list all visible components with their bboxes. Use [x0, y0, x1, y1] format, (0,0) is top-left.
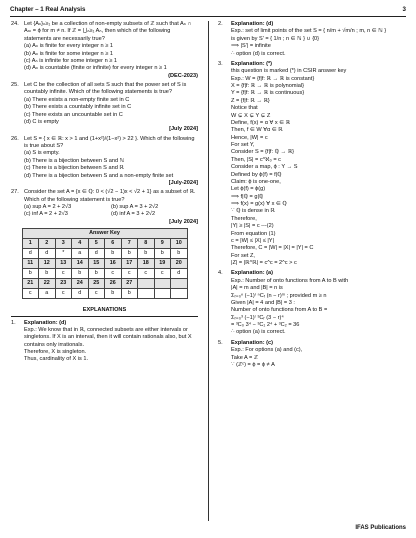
answer-key-question-row: [22, 259, 187, 269]
option-c: (c) There exists an uncountable set in C: [24, 111, 123, 118]
question-26: [11, 136, 198, 188]
answer-key-answer-row: [22, 289, 187, 299]
answer-key-cell: d: [22, 249, 39, 259]
answer-key-cell: 12: [39, 259, 56, 269]
answer-key-cell: 21: [22, 279, 39, 289]
explanation-number: 2.: [218, 21, 223, 27]
explanation-line: Defined by ϕ(f) = f|ℚ: [231, 171, 282, 178]
explanation-line: = ³C₀ 3⁴ − ³C₁ 2⁴ + ³C₂ = 36: [231, 322, 300, 328]
question-number: 24.: [11, 21, 19, 27]
page-number: 3: [402, 6, 406, 13]
question-stem: Let {Aₙ}ₙ≥₁ be a collection of non-empty subsets of ℤ such that Aₙ ∩ Aₘ = ϕ for m ≠ n. If ℤ = ⋃ₙ≥₁ Aₙ, then which of the following statements are necessarily true?: [24, 21, 192, 42]
question-stem: Let S = { x ∈ ℝ: x > 1 and (1+x²)/(1−x²) > 22 }. Which of the following is true about S?: [24, 135, 195, 149]
answer-key-cell: c: [138, 269, 155, 279]
explanation-line: For set Z,: [231, 252, 255, 259]
explanation-number: 4.: [218, 270, 223, 277]
answer-key-cell: 2: [39, 239, 56, 249]
explanation-line: Exp.: We know that in ℝ, connected subsets are either intervals or singletons. If X is an interval, then it will contain rationals also, but X contains only irrationals.: [24, 326, 192, 348]
explanation-3: [218, 61, 408, 268]
question-number: 27.: [11, 189, 19, 196]
answer-key-cell: 15: [88, 259, 105, 269]
explanation-line: Claim: ϕ is one-one,: [231, 178, 281, 185]
answer-key-cell: c: [105, 269, 122, 279]
explanation-line: Σᵣ₌₀ⁿ (−1)ʳ ⁿCᵣ (n − r)ᵐ ; provided m ≥ n: [231, 292, 327, 299]
answer-key-cell: c: [55, 269, 72, 279]
explanation-number: 5.: [218, 339, 223, 346]
explanation-line: this question is marked (*) in CSIR answer key: [231, 68, 347, 75]
explanation-line: From equation (1): [231, 230, 276, 237]
explanation-4: [218, 270, 408, 336]
explanation-answer: Explanation: (d): [231, 21, 274, 27]
explanation-line: |Y| ≥ |S| = c ---(2): [231, 223, 274, 230]
answer-key-cell: 14: [72, 259, 89, 269]
column-divider: [208, 21, 209, 521]
answer-key-cell: 9: [154, 239, 171, 249]
answer-key-cell: b: [22, 269, 39, 279]
answer-key-answer-row: [22, 249, 187, 259]
explanation-line: is given by S′ = { 1/n ; n ∈ ℕ } ∪ {0}: [231, 35, 320, 42]
explanation-line: Notice that: [231, 105, 258, 112]
option-a: (a) sup A = 2 + 2√3: [24, 204, 72, 210]
explanation-number: 3.: [218, 60, 223, 67]
answer-key-answer-row: [22, 269, 187, 279]
answer-key-cell: [154, 279, 171, 289]
explanation-line: ⟹ |S′| = infinite: [231, 43, 271, 50]
question-number: 25.: [11, 82, 19, 88]
left-column: [11, 21, 198, 364]
answer-key-cell: [138, 279, 155, 289]
explanation-line: Then, f ∈ W ∀α ∈ ℝ: [231, 127, 283, 134]
answer-key-cell: d: [39, 249, 56, 259]
answer-key-cell: [138, 289, 155, 299]
exam-tag: [July 2024]: [169, 126, 198, 133]
question-27: [11, 189, 198, 226]
publisher-footer: IFAS Publications: [355, 525, 406, 532]
explanation-line: ⟹ f(x) = g(x) ∀ x ∈ ℚ: [231, 201, 287, 207]
explanation-line: Consider a map, ϕ : Y → S: [231, 164, 298, 171]
question-25: [11, 82, 198, 134]
explanation-line: Therefore, C = |W| = |X| = |Y| = C: [231, 245, 314, 252]
exam-tag: [July 2024]: [169, 218, 198, 225]
answer-key-cell: b: [121, 249, 138, 259]
answer-key-cell: 10: [171, 239, 188, 249]
answer-key-cell: 11: [22, 259, 39, 269]
question-24: [11, 21, 198, 80]
option-c: (c) There is a bijection between S and ℝ: [24, 165, 124, 172]
explanation-line: c = |W| ≤ |X| ≤ |Y|: [231, 237, 274, 244]
answer-key-cell: 18: [138, 259, 155, 269]
answer-key-cell: 17: [121, 259, 138, 269]
answer-key-cell: 25: [88, 279, 105, 289]
answer-key-cell: b: [154, 249, 171, 259]
explanation-line: Therefore,: [231, 215, 257, 222]
explanation-line: Take A = ℤ: [231, 354, 259, 361]
explanation-line: For set Y,: [231, 142, 255, 148]
answer-key-cell: 4: [72, 239, 89, 249]
explanation-line: Exp.: set of limit points of the set S = { n/m + √m/n ; m, n ∈ ℕ }: [231, 28, 387, 35]
answer-key-body: [22, 239, 187, 299]
option-c: (c) Aₙ is infinite for some integer n ≥ 1: [24, 57, 117, 64]
exam-tag: (DEC-2023): [168, 72, 198, 79]
option-d: (d) C is empty: [24, 118, 59, 125]
right-column: [218, 21, 408, 369]
explanation-1: [11, 320, 198, 364]
option-d: (d) inf A = 3 + 2√2: [111, 211, 156, 218]
explanation-line: Thus, cardinality of X is 1.: [24, 356, 89, 363]
explanation-answer: Explanation: (*): [231, 60, 273, 67]
answer-key-cell: 5: [88, 239, 105, 249]
option-b: (b) There exists a countably infinite set in C: [24, 104, 132, 111]
explanation-line: ∵ ℚ is dense in ℝ: [231, 208, 275, 215]
answer-key-cell: c: [22, 289, 39, 299]
answer-key-question-row: [22, 239, 187, 249]
answer-key-cell: a: [39, 289, 56, 299]
explanation-line: Consider S = {f|f: ℚ → ℝ}: [231, 149, 294, 156]
answer-key-cell: a: [72, 249, 89, 259]
answer-key-cell: 6: [105, 239, 122, 249]
explanation-line: Therefore, X is singleton.: [24, 349, 87, 355]
answer-key-cell: b: [171, 249, 188, 259]
explanation-line: |Z| = |ℝ^ℝ| = c^c = 2^c > c: [231, 260, 297, 266]
answer-key-cell: b: [105, 289, 122, 299]
question-number: 26.: [11, 135, 19, 142]
chapter-title: Chapter – 1 Real Analysis: [10, 6, 86, 13]
answer-key-cell: d: [72, 289, 89, 299]
explanation-line: |A| = m and |B| = n is: [231, 285, 283, 292]
answer-key-cell: 7: [121, 239, 138, 249]
answer-key-cell: c: [55, 289, 72, 299]
explanation-line: X = {f|f: ℝ → ℝ is polynomial}: [231, 83, 304, 89]
answer-key-title: Answer Key: [22, 229, 187, 239]
explanation-line: Define, f(x) = α ∀ x ∈ ℝ: [231, 119, 291, 126]
answer-key-cell: b: [88, 269, 105, 279]
explanation-line: Let ϕ(f) = ϕ(g): [231, 186, 266, 193]
explanation-line: Z = {f|f: ℝ → ℝ}: [231, 97, 270, 104]
option-d: (d) Aₙ is countable (finite or infinite) for every integer n ≥ 1: [24, 65, 167, 72]
explanation-line: Σᵣ₌₀³ (−1)ʳ ³Cᵣ (3 − r)⁴: [231, 314, 284, 321]
answer-key-cell: c: [154, 269, 171, 279]
explanations-heading: EXPLANATIONS: [11, 307, 198, 316]
answer-key-cell: b: [138, 249, 155, 259]
explanation-line: Exp.: For options (a) and (c),: [231, 347, 303, 354]
option-a: (a) Aₙ is finite for every integer n ≥ 1: [24, 43, 113, 50]
answer-key-cell: 1: [22, 239, 39, 249]
answer-key-cell: [154, 289, 171, 299]
answer-key-cell: 22: [39, 279, 56, 289]
answer-key-table: [22, 228, 188, 299]
answer-key-cell: c: [121, 269, 138, 279]
page-header: [10, 6, 406, 17]
explanation-5: [218, 340, 408, 370]
answer-key-cell: 26: [105, 279, 122, 289]
explanation-line: Hence, |W| = c: [231, 134, 268, 141]
explanation-line: Exp.: Number of onto functions from A to B with: [231, 277, 349, 284]
option-d: (d) There is a bijection between S and a non-empty finite set: [24, 172, 174, 179]
option-b: (b) sup A = 3 + 2√2: [111, 204, 159, 210]
explanation-line: Then, |S| = c^ℵ₀ = c: [231, 156, 281, 163]
option-a: (a) S is empty.: [24, 150, 60, 157]
option-b: (b) There is a bijection between S and ℕ: [24, 157, 125, 164]
explanation-line: W ⊊ X ⊊ Y ⊊ Z: [231, 112, 271, 119]
answer-key-cell: 19: [154, 259, 171, 269]
answer-key-cell: 3: [55, 239, 72, 249]
option-b: (b) Aₙ is finite for some integer n ≥ 1: [24, 50, 113, 57]
explanation-line: ∵ (ℤᶜ) = ϕ = ϕ ≠ A: [231, 361, 275, 368]
answer-key-cell: 8: [138, 239, 155, 249]
answer-key-cell: 13: [55, 259, 72, 269]
answer-key-cell: b: [105, 249, 122, 259]
answer-key-cell: 20: [171, 259, 188, 269]
question-stem: Consider the set A = {x ∈ ℚ: 0 < (√2 − 1)x < √2 + 1} as a subset of ℝ. Which of the following statement is true?: [24, 189, 196, 203]
explanation-answer: Explanation: (d): [24, 319, 67, 326]
explanation-line: Given |A| = 4 and |B| = 3 :: [231, 299, 295, 306]
question-stem: Let C be the collection of all sets S such that the power set of S is countably infinite. Which of the following statements is true?: [24, 82, 187, 96]
explanation-line: Exp.: W = {f|f: ℝ → ℝ is constant}: [231, 75, 315, 82]
answer-key-cell: d: [88, 249, 105, 259]
answer-key-cell: [171, 279, 188, 289]
answer-key-cell: b: [72, 269, 89, 279]
explanation-line: Y = {f|f: ℝ → ℝ is continuous}: [231, 90, 305, 97]
option-c: (c) inf A = 2 + 2√3: [24, 211, 68, 218]
answer-key-cell: 23: [55, 279, 72, 289]
explanation-2: [218, 21, 408, 58]
answer-key-cell: 16: [105, 259, 122, 269]
option-a: (a) There exists a non-empty finite set in C: [24, 96, 130, 103]
answer-key-cell: b: [121, 289, 138, 299]
answer-key-cell: *: [55, 249, 72, 259]
answer-key-cell: c: [88, 289, 105, 299]
explanation-number: 1.: [11, 319, 16, 326]
answer-key-cell: 24: [72, 279, 89, 289]
answer-key-cell: [171, 289, 188, 299]
explanation-line: Number of onto functions from A to B =: [231, 307, 328, 314]
explanation-answer: Explanation: (c): [231, 339, 273, 346]
exam-tag: [July-2024]: [168, 179, 198, 186]
explanation-line: ⟹ f|ℚ = g|ℚ: [231, 193, 264, 200]
answer-key-question-row: [22, 279, 187, 289]
explanation-line: ∴ option (d) is correct.: [231, 50, 286, 57]
explanation-answer: Explanation: (a): [231, 270, 273, 277]
explanation-line: ∴ option (a) is correct.: [231, 329, 286, 336]
answer-key-cell: d: [171, 269, 188, 279]
answer-key-cell: 27: [121, 279, 138, 289]
answer-key-cell: b: [39, 269, 56, 279]
